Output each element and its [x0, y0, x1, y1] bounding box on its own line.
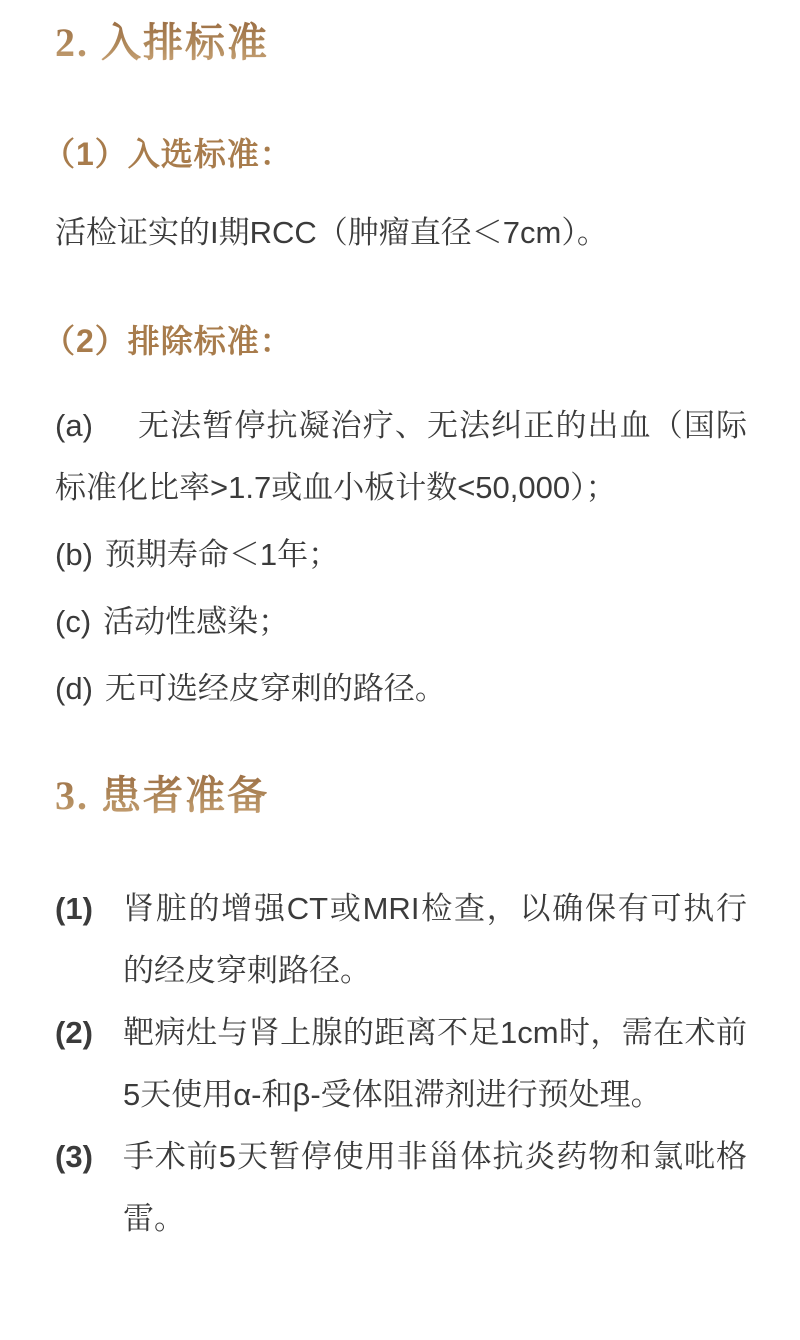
- preparation-list: [55, 878, 747, 1250]
- preparation-item-2: [55, 1002, 747, 1126]
- preparation-item-1-marker: (1): [55, 891, 93, 926]
- preparation-item-3-text: 手术前5天暂停使用非甾体抗炎药物和氯吡格雷。: [123, 1139, 747, 1236]
- exclusion-item-c-text: 活动性感染；: [103, 604, 290, 639]
- preparation-item-1-text: 肾脏的增强CT或MRI检查，以确保有可执行的经皮穿刺路径。: [123, 891, 747, 988]
- section-heading-inclusion-exclusion: 2. 入排标准: [55, 18, 747, 68]
- exclusion-item-d-text: 无可选经皮穿刺的路径。: [104, 671, 446, 706]
- preparation-item-2-marker: (2): [55, 1015, 93, 1050]
- exclusion-item-d: [55, 658, 747, 720]
- exclusion-item-c-marker: (c): [55, 604, 92, 639]
- preparation-item-3-marker: (3): [55, 1139, 93, 1174]
- exclusion-item-b-marker: (b): [55, 537, 93, 572]
- preparation-item-3: [55, 1126, 747, 1250]
- subsection-heading-exclusion: （2）排除标准：: [43, 323, 293, 359]
- preparation-item-1: [55, 878, 747, 1002]
- exclusion-item-d-marker: (d): [55, 671, 93, 706]
- subsection-heading-inclusion: （1）入选标准：: [43, 136, 293, 172]
- exclusion-item-c: [55, 591, 747, 653]
- inclusion-criteria-text: 活检证实的I期RCC（肿瘤直径＜7cm）。: [55, 215, 608, 250]
- exclusion-item-a-text: 无法暂停抗凝治疗、无法纠正的出血（国际标准化比率>1.7或血小板计数<50,000）；: [55, 408, 747, 505]
- exclusion-item-a: [55, 395, 747, 519]
- exclusion-item-a-marker: (a): [55, 408, 93, 443]
- exclusion-item-b: [55, 524, 747, 586]
- exclusion-item-b-text: 预期寿命＜1年；: [104, 537, 340, 572]
- section-heading-patient-preparation: 3. 患者准备: [55, 770, 747, 822]
- preparation-item-2-text: 靶病灶与肾上腺的距离不足1cm时，需在术前5天使用α-和β-受体阻滞剂进行预处理。: [123, 1015, 747, 1112]
